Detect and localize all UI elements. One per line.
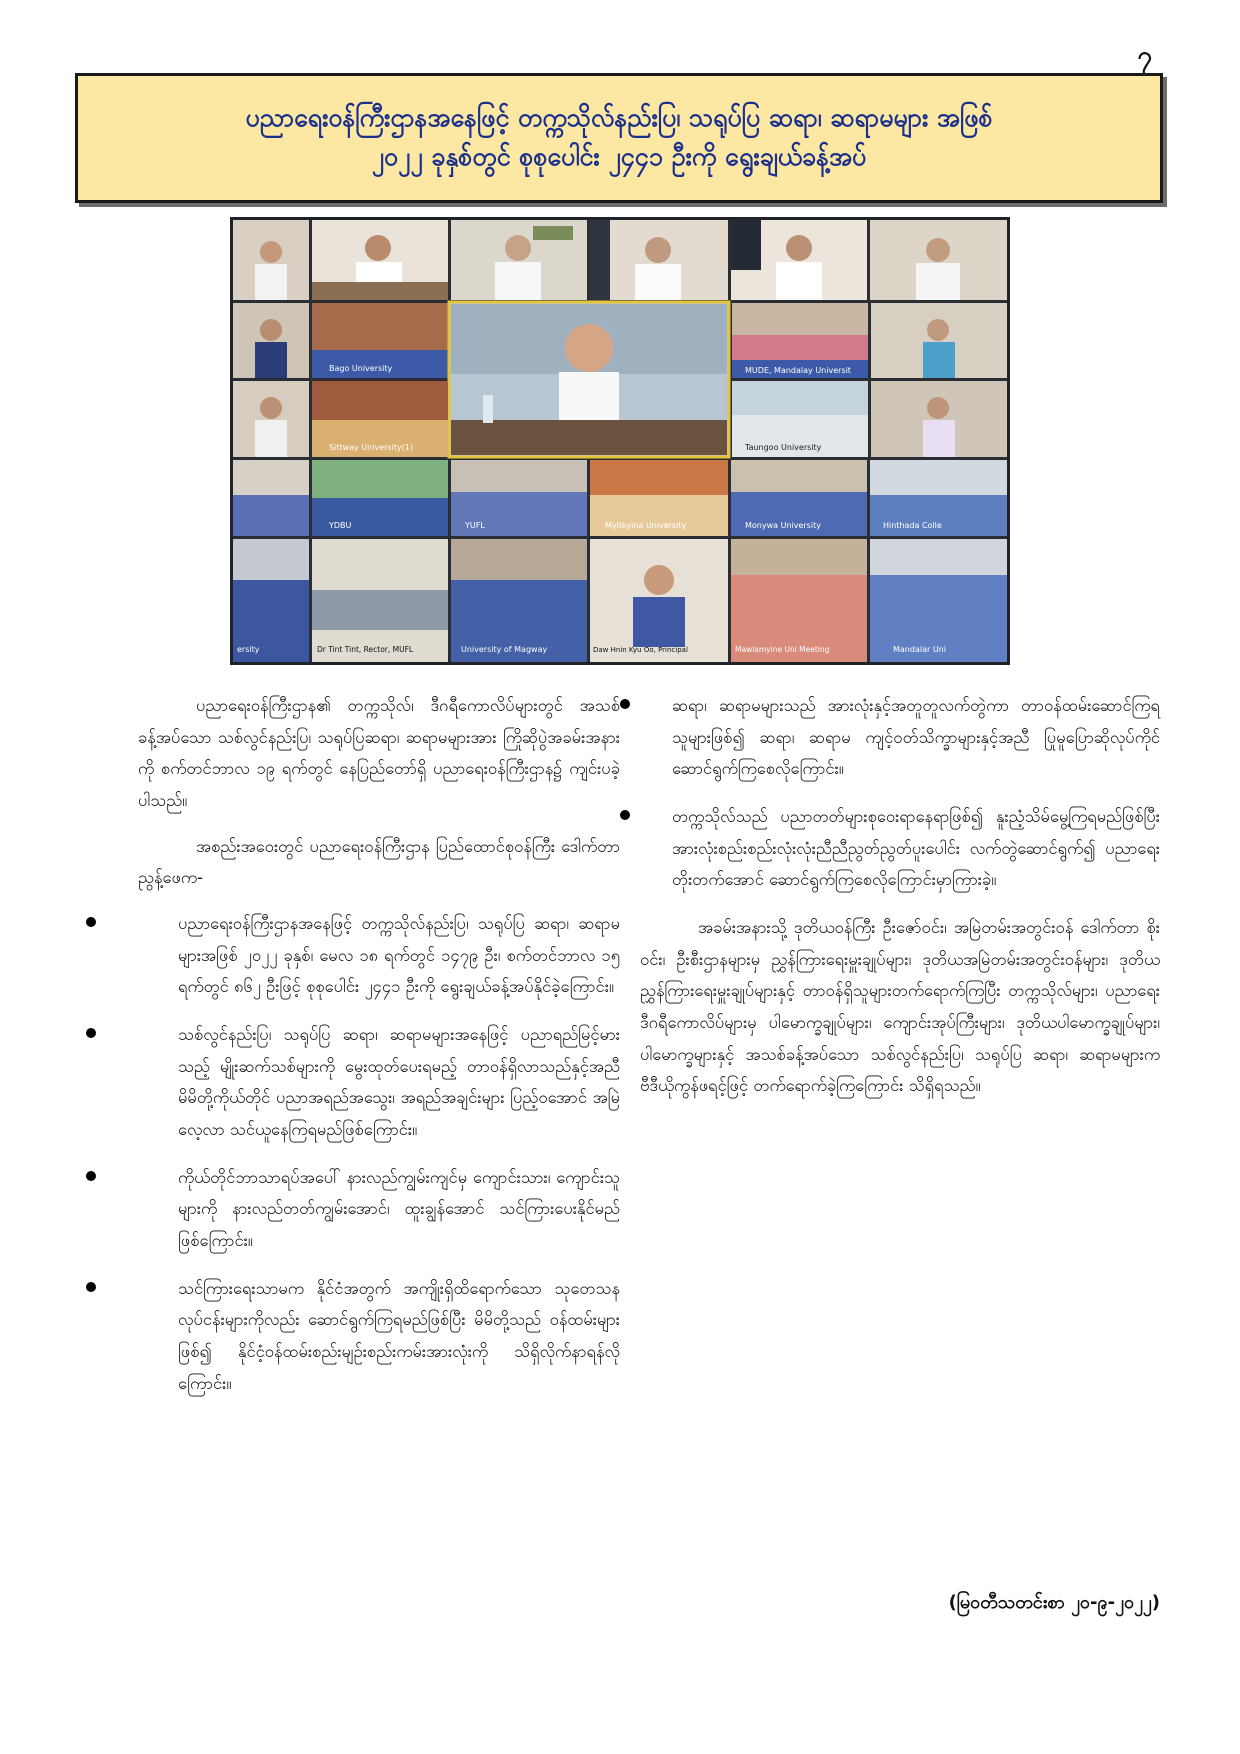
list-item: ဆရာ၊ ဆရာမများသည် အားလုံးနှင့်အတူတူလက်တွဲကာ တာဝန်ထမ်းဆောင်ကြရသူများဖြစ်၍ ဆရာ၊ ဆရာမ ကျင့်ဝတ်သိက္ခာများနှင့်အညီ ပြုမူပြောဆိုလုပ်ကိုင်ဆောင်ရွက်ကြစေလိုကြောင်း။ bbox=[640, 690, 1160, 785]
caption-taungoo: Taungoo University bbox=[745, 443, 822, 452]
bullet-dot-icon bbox=[86, 1028, 96, 1038]
bullet-dot-icon bbox=[620, 699, 630, 709]
photo-tile-20 bbox=[870, 460, 1007, 536]
caption-magway: University of Magway bbox=[461, 645, 548, 654]
caption-myitkyina: Myitkyina University bbox=[605, 521, 687, 530]
bullet-dot-icon bbox=[86, 1171, 96, 1181]
photo-tile-21 bbox=[233, 539, 309, 662]
headline-box bbox=[75, 73, 1163, 203]
photo-tile-6 bbox=[870, 220, 1007, 300]
headline-line-2: ၂၀၂၂ ခုနှစ်တွင် စုစုပေါင်း ၂၄၄၁ ဦးကို ရွေးချယ်ခန့်အပ် bbox=[371, 142, 867, 171]
caption-ydbu: YDBU bbox=[329, 521, 352, 530]
photo-tile-1 bbox=[233, 220, 309, 300]
photo-tile-11 bbox=[233, 381, 309, 457]
photo-tile-14 bbox=[871, 381, 1007, 457]
caption-principal: Daw Hnin Kyu Oo, Principal bbox=[593, 646, 688, 654]
photo-tile-25 bbox=[731, 539, 867, 662]
photo-tile-2 bbox=[312, 220, 448, 300]
list-item: တက္ကသိုလ်သည် ပညာတတ်များစုဝေးရာနေရာဖြစ်၍ နူးညံ့သိမ်မွေ့ကြရမည်ဖြစ်ပြီး အားလုံးစည်းစည်းလုံးလုံးညီညီညွတ်ညွတ်ပူးပေါင်း လက်တွဲဆောင်ရွက်၍ ပညာရေးတိုးတက်အောင် ဆောင်ရွက်ကြစေလိုကြောင်းမှာကြားခဲ့။ bbox=[640, 801, 1160, 896]
list-item: ပညာရေးဝန်ကြီးဌာနအနေဖြင့် တက္ကသိုလ်နည်းပြ၊ သရုပ်ပြ ဆရာ၊ ဆရာမများအဖြစ် ၂၀၂၂ ခုနှစ်၊ မေလ ၁၈ ရက်တွင် ၁၄၇၉ ဦး၊ စက်တင်ဘာလ ၁၅ ရက်တွင် ၈၆၂ ဦးဖြင့် စုစုပေါင်း ၂၄၄၁ ဦးကို ရွေးချယ်ခန့်အပ်နိုင်ခဲ့ကြောင်း။ bbox=[138, 908, 620, 1003]
photo-tile-5 bbox=[731, 220, 867, 300]
list-item: ကိုယ်တိုင်ဘာသာရပ်အပေါ် နားလည်ကျွမ်းကျင်မှ ကျောင်းသား၊ ကျောင်းသူများကို နားလည်တတ်ကျွမ်းအောင်၊ ထူးချွန်အောင် သင်ကြားပေးနိုင်မည်ဖြစ်ကြောင်း။ bbox=[138, 1162, 620, 1257]
photo-tile-19 bbox=[731, 460, 867, 536]
bullet-dot-icon bbox=[86, 1282, 96, 1292]
speech-intro-paragraph: အစည်းအဝေးတွင် ပညာရေးဝန်ကြီးဌာန ပြည်ထောင်စုဝန်ကြီး ဒေါက်တာ ညွန့်ဖေက- bbox=[138, 836, 620, 888]
photo-tile-13 bbox=[732, 381, 868, 457]
caption-yufl: YUFL bbox=[465, 521, 485, 530]
caption-bago: Bago University bbox=[329, 364, 393, 373]
bullet-dot-icon bbox=[620, 810, 630, 820]
photo-tile-9 bbox=[732, 303, 868, 378]
caption-mandalar: Mandalar Uni bbox=[893, 645, 946, 654]
photo-tile-10 bbox=[871, 303, 1007, 378]
photo-tile-22 bbox=[312, 539, 448, 662]
photo-tile-18 bbox=[590, 460, 728, 536]
photo-tile-8 bbox=[312, 303, 448, 378]
headline-line-1: ပညာရေးဝန်ကြီးဌာနအနေဖြင့် တက္ကသိုလ်နည်းပြ၊ သရုပ်ပြ ဆရာ၊ ဆရာမများ အဖြစ် bbox=[245, 103, 993, 133]
photo-tile-3 bbox=[451, 220, 587, 300]
photo-tile-15 bbox=[233, 460, 309, 536]
photo-tile-12 bbox=[312, 381, 448, 457]
left-bullet-list bbox=[138, 908, 620, 1399]
right-bullet-list bbox=[640, 690, 1160, 896]
photo-tile-7 bbox=[233, 303, 309, 378]
main-speaker-tile bbox=[449, 302, 729, 457]
video-conference-photo bbox=[230, 217, 1010, 665]
photo-tile-16 bbox=[312, 460, 448, 536]
left-column bbox=[138, 690, 620, 1415]
intro-paragraph: ပညာရေးဝန်ကြီးဌာန၏ တက္ကသိုလ်၊ ဒီဂရီကောလိပ်များတွင် အသစ်ခန့်အပ်သော သစ်လွင်နည်းပြ၊ သရုပ်ပြဆရာ၊ ဆရာမများအား ကြိုဆိုပွဲအခမ်းအနားကို စက်တင်ဘာလ ၁၉ ရက်တွင် နေပြည်တော်ရှိ ပညာရေးဝန်ကြီးဌာန၌ ကျင်းပခဲ့ပါသည်။ bbox=[138, 696, 620, 811]
caption-hinthada: Hinthada Colle bbox=[883, 521, 942, 530]
photo-tile-17 bbox=[451, 460, 587, 536]
bullet-dot-icon bbox=[86, 917, 96, 927]
caption-ersity: ersity bbox=[237, 645, 260, 654]
photo-tile-24 bbox=[590, 539, 728, 662]
caption-mude: MUDE, Mandalay Universit bbox=[745, 366, 851, 375]
photo-tile-23 bbox=[451, 539, 587, 662]
caption-monywa: Monywa University bbox=[745, 521, 821, 530]
photo-tile-4 bbox=[590, 220, 728, 300]
caption-mufl: Dr Tint Tint, Rector, MUFL bbox=[317, 645, 414, 654]
list-item: သစ်လွင်နည်းပြ၊ သရုပ်ပြ ဆရာ၊ ဆရာမများအနေဖြင့် ပညာရည်မြင့်မားသည့် မျိုးဆက်သစ်များကို မွေးထုတ်ပေးရမည့် တာဝန်ရှိလာသည်နှင့်အညီ မိမိတို့ကိုယ်တိုင် ပညာအရည်အသွေး၊ အရည်အချင်းများ ပြည့်ဝအောင် အမြဲလေ့လာ သင်ယူနေကြရမည်ဖြစ်ကြောင်း။ bbox=[138, 1019, 620, 1146]
attendees-paragraph: အခမ်းအနားသို့ ဒုတိယဝန်ကြီး ဦးဇော်ဝင်း၊ အမြဲတမ်းအတွင်းဝန် ဒေါက်တာ စိုးဝင်း၊ ဦးစီးဌာနများမှ ညွှန်ကြားရေးမှူးချုပ်များ၊ ဒုတိယအမြဲတမ်းအတွင်းဝန်များ၊ ဒုတိယညွှန်ကြားရေးမှူးချုပ်များနှင့် တာဝန်ရှိသူများတက်ရောက်ကြပြီး တက္ကသိုလ်များ၊ ပညာရေးဒီဂရီကောလိပ်များမှ ပါမောက္ခချုပ်များ၊ ကျောင်းအုပ်ကြီးများ၊ ဒုတိယပါမောက္ခချုပ်များ၊ ပါမောက္ခများနှင့် အသစ်ခန့်အပ်သော သစ်လွင်နည်းပြ၊ သရုပ်ပြ ဆရာ၊ ဆရာမများက ဗီဒီယိုကွန်ဖရင့်ဖြင့် တက်ရောက်ခဲ့ကြကြောင်း သိရှိရသည်။ bbox=[640, 918, 1160, 1096]
list-item: သင်ကြားရေးသာမက နိုင်ငံအတွက် အကျိုးရှိထိရောက်သော သုတေသနလုပ်ငန်းများကိုလည်း ဆောင်ရွက်ကြရမည်ဖြစ်ပြီး မိမိတို့သည် ဝန်ထမ်းများဖြစ်၍ နိုင်ငံ့ဝန်ထမ်းစည်းမျဉ်းစည်းကမ်းအားလုံးကို သိရှိလိုက်နာရန်လိုကြောင်း။ bbox=[138, 1273, 620, 1400]
right-column bbox=[640, 690, 1160, 1116]
caption-sittway: Sittway University(1) bbox=[329, 443, 413, 452]
page-number: ၇ bbox=[1137, 41, 1152, 71]
caption-mawlamyine: Mawlamyine Uni Meeting bbox=[735, 645, 830, 654]
news-source: (မြဝတီသတင်းစာ ၂၀-၉-၂၀၂၂) bbox=[948, 1592, 1160, 1613]
photo-tile-26 bbox=[870, 539, 1007, 662]
